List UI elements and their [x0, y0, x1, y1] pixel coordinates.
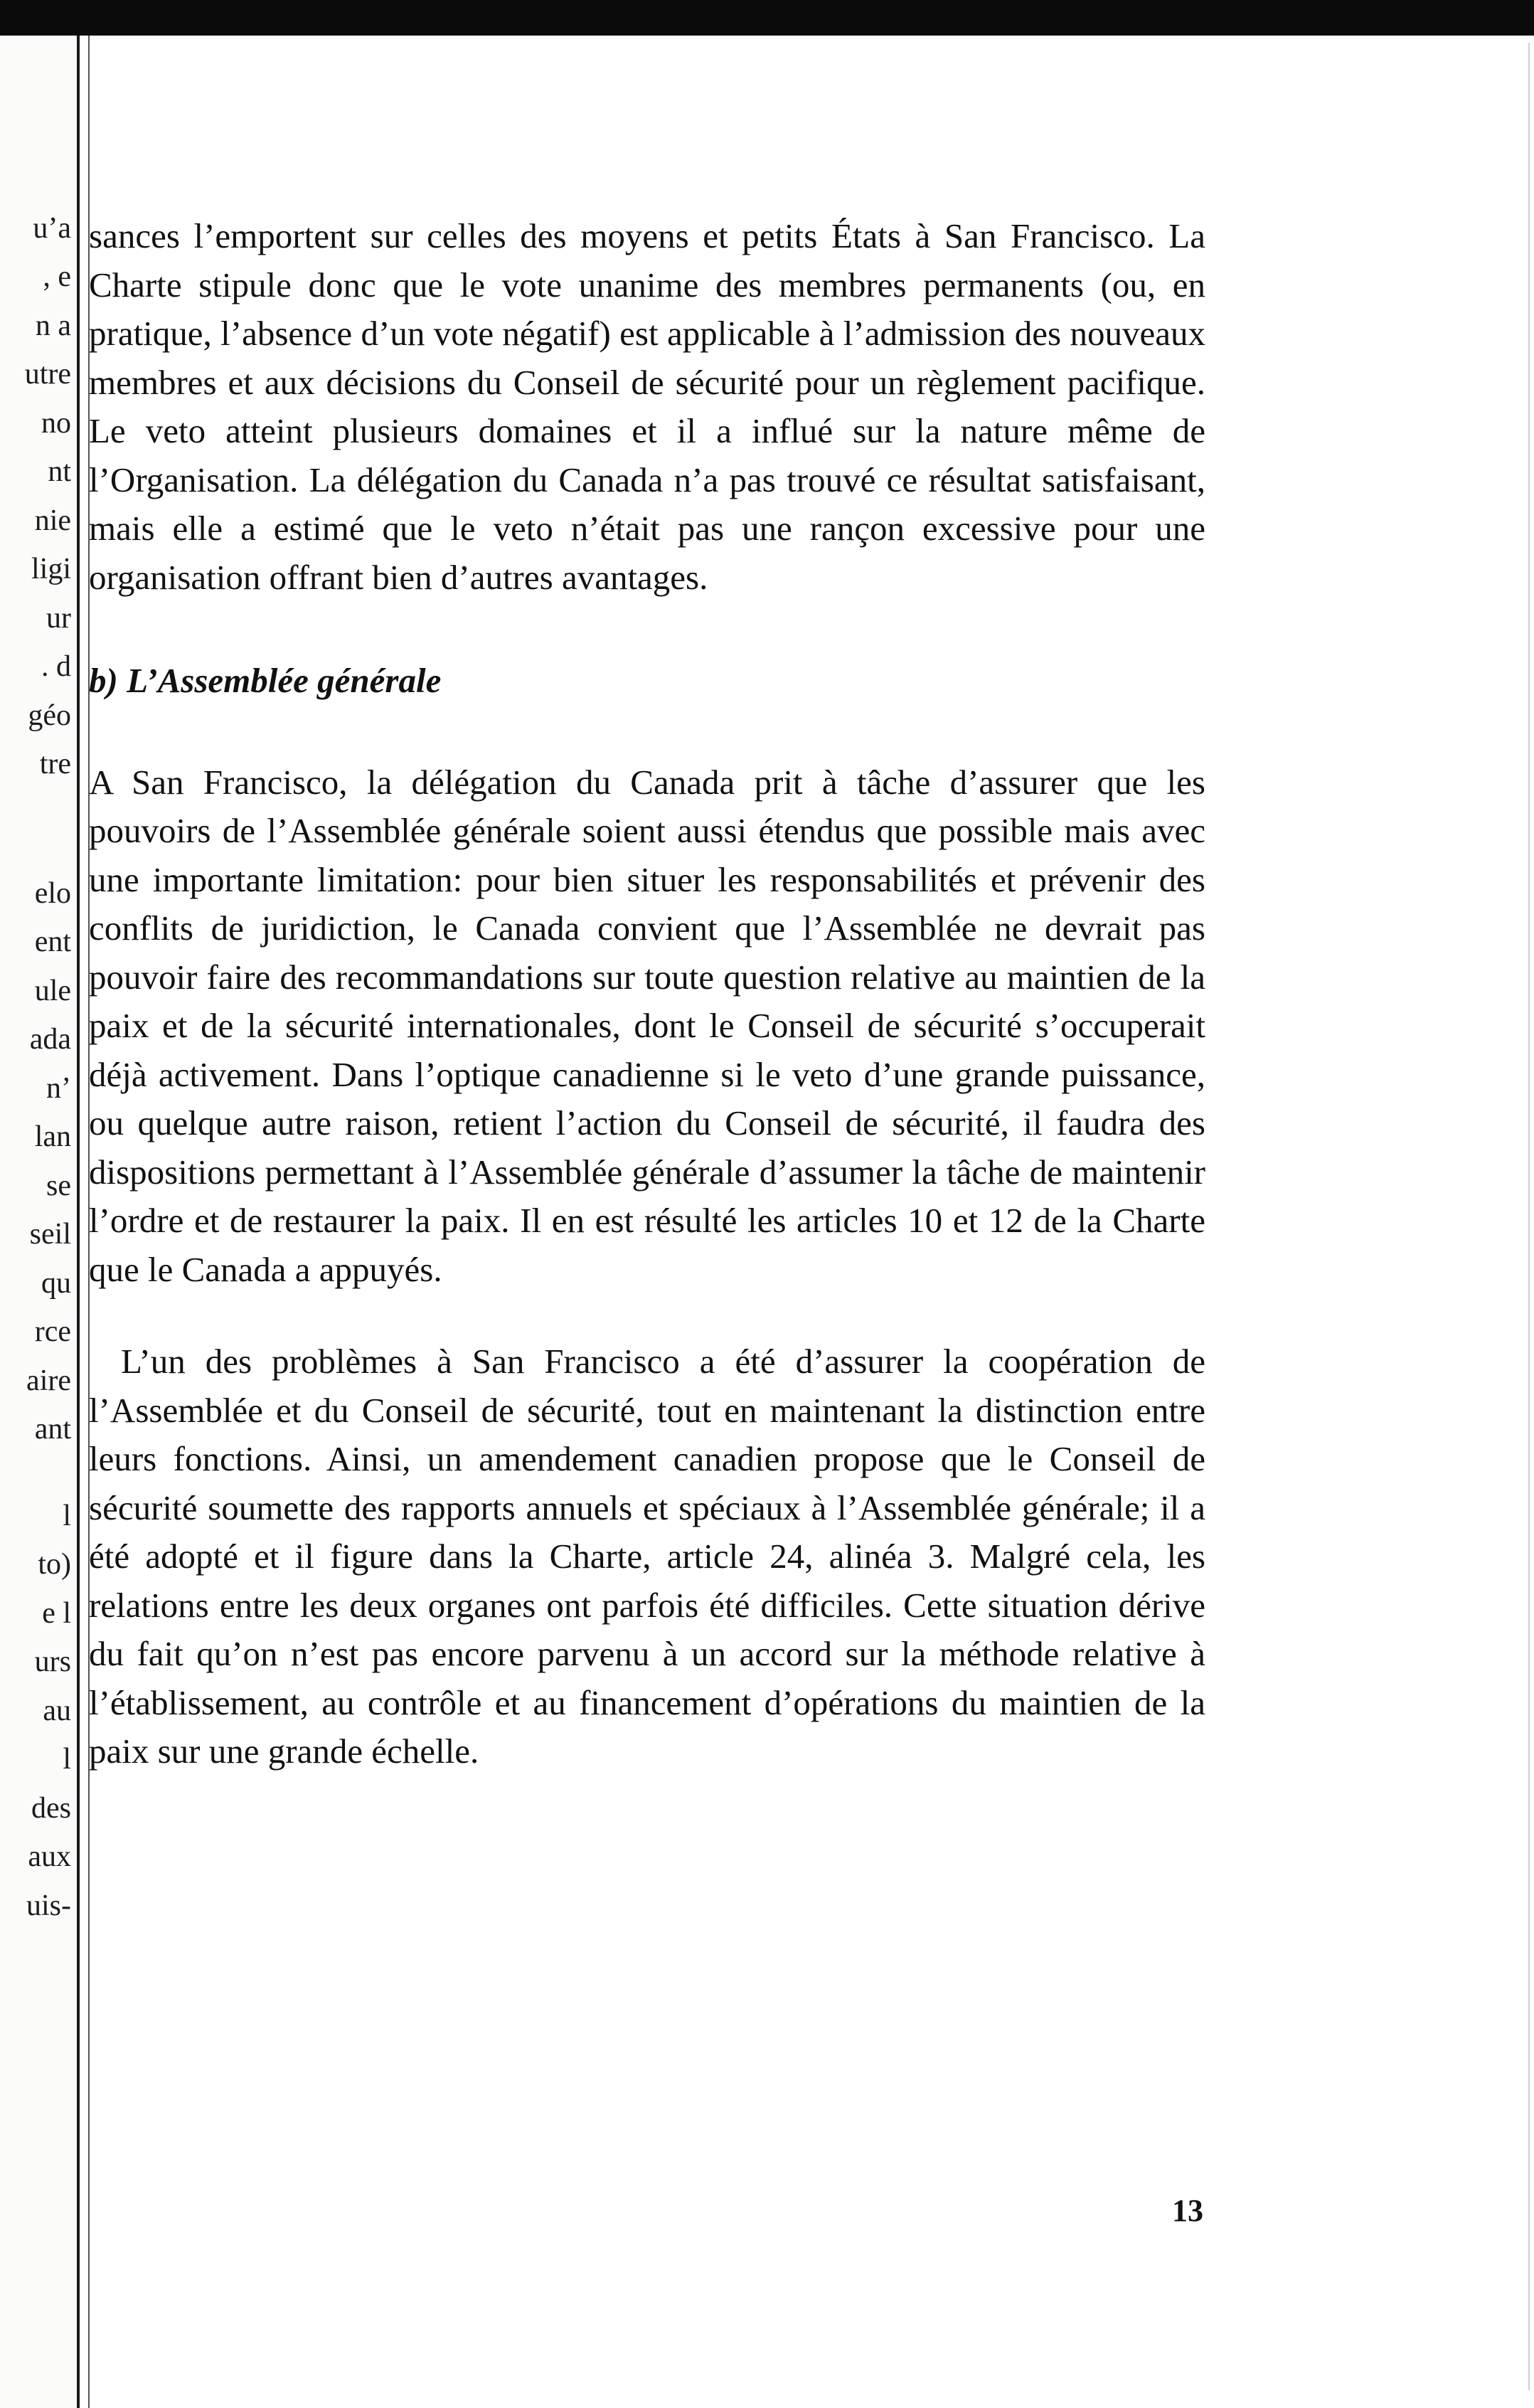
fragment: u’a	[33, 212, 71, 245]
fragment: nie	[34, 504, 71, 537]
fragment: l	[63, 1743, 71, 1776]
fragment: ligi	[31, 553, 71, 585]
fragment: se	[46, 1169, 71, 1202]
paragraph-gap	[89, 1294, 1205, 1337]
page-body	[89, 212, 1205, 1776]
fragment: , e	[43, 260, 71, 293]
fragment: uis-	[26, 1889, 71, 1922]
fragment: ule	[34, 975, 71, 1007]
fragment: ur	[46, 602, 71, 635]
fragment: l	[63, 1500, 71, 1532]
fragment: urs	[34, 1645, 71, 1678]
fragment: géo	[28, 699, 71, 732]
scan-top-border	[0, 0, 1534, 36]
fragment: ant	[34, 1413, 71, 1446]
fragment: ent	[34, 925, 71, 958]
fragment: lan	[34, 1120, 71, 1153]
paragraph-general-assembly-powers: A San Francisco, la délégation du Canada prit à tâche d’assurer que les pouvoirs de l’Assemblée générale soient aussi étendus que possible mais avec une importante limitation: pour bien situer les responsabilités et prévenir des conflits de juridiction, le Canada convient que l’Assemblée ne devrait pas pouvoir faire des recommandations sur toute question relative au maintien de la paix et de la sécurité internationales, dont le Conseil de sécurité s’occuperait déjà activement. Dans l’optique canadienne si le veto d’une grande puissance, ou quelque autre raison, retient l’action du Conseil de sécurité, il faudra des dispositions permettant à l’Assemblée générale d’assumer la tâche de maintenir l’ordre et de restaurer la paix. Il en est résulté les articles 10 et 12 de la Charte que le Canada a appuyés.	[89, 762, 1205, 1289]
fragment: ada	[29, 1023, 71, 1056]
fragment: . d	[41, 650, 71, 683]
fragment: to)	[38, 1548, 71, 1581]
fragment: no	[41, 407, 71, 440]
fragment: qu	[41, 1267, 71, 1300]
fragment: seil	[29, 1218, 71, 1251]
fragment: elo	[34, 877, 71, 910]
page-edge-shadow	[1528, 43, 1530, 2390]
fragment: aux	[28, 1840, 71, 1873]
page-number: 13	[1172, 2193, 1203, 2228]
paragraph-veto: sances l’emportent sur celles des moyens et petits États à San Francisco. La Charte stipule donc que le vote unanime des membres permanents (ou, en pratique, l’absence d’un vote négatif) est applicable à l’admission des nouveaux membres et aux décisions du Conseil de sécurité pour un règlement pacifique. Le veto atteint plusieurs domaines et il a influé sur la nature même de l’Organisation. La délégation du Canada n’a pas trouvé ce résultat satisfaisant, mais elle a estimé que le veto n’était pas une rançon excessive pour une organisation offrant bien d’autres avantages.	[89, 216, 1205, 597]
fragment: e l	[42, 1597, 71, 1630]
fragment: des	[31, 1792, 71, 1825]
fragment: n a	[35, 309, 71, 342]
fragment: aire	[26, 1364, 71, 1397]
fragment: au	[43, 1694, 71, 1727]
fragment: tre	[39, 748, 71, 780]
fragment: utre	[24, 358, 71, 391]
fragment: n’	[46, 1072, 71, 1105]
fragment: rce	[34, 1315, 71, 1348]
paragraph-cooperation: L’un des problèmes à San Francisco a été d’assurer la coopération de l’Assemblée et du Conseil de sécurité, tout en maintenant la distinction entre leurs fonctions. Ainsi, un amendement canadien propose que le Conseil de sécurité soumette des rapports annuels et spéciaux à l’Assemblée générale; il a été adopté et il figure dans la Charte, article 24, alinéa 3. Malgré cela, les relations entre les deux organes ont parfois été difficiles. Cette situation dérive du fait qu’on n’est pas encore parvenu à un accord sur la méthode relative à l’établissement, au contrôle et au financement d’opérations du maintien de la paix sur une grande échelle.	[89, 1342, 1205, 1771]
section-heading: b) L’Assemblée générale	[89, 661, 442, 700]
fragment: nt	[48, 455, 71, 488]
binding-gutter-line	[77, 36, 80, 2408]
